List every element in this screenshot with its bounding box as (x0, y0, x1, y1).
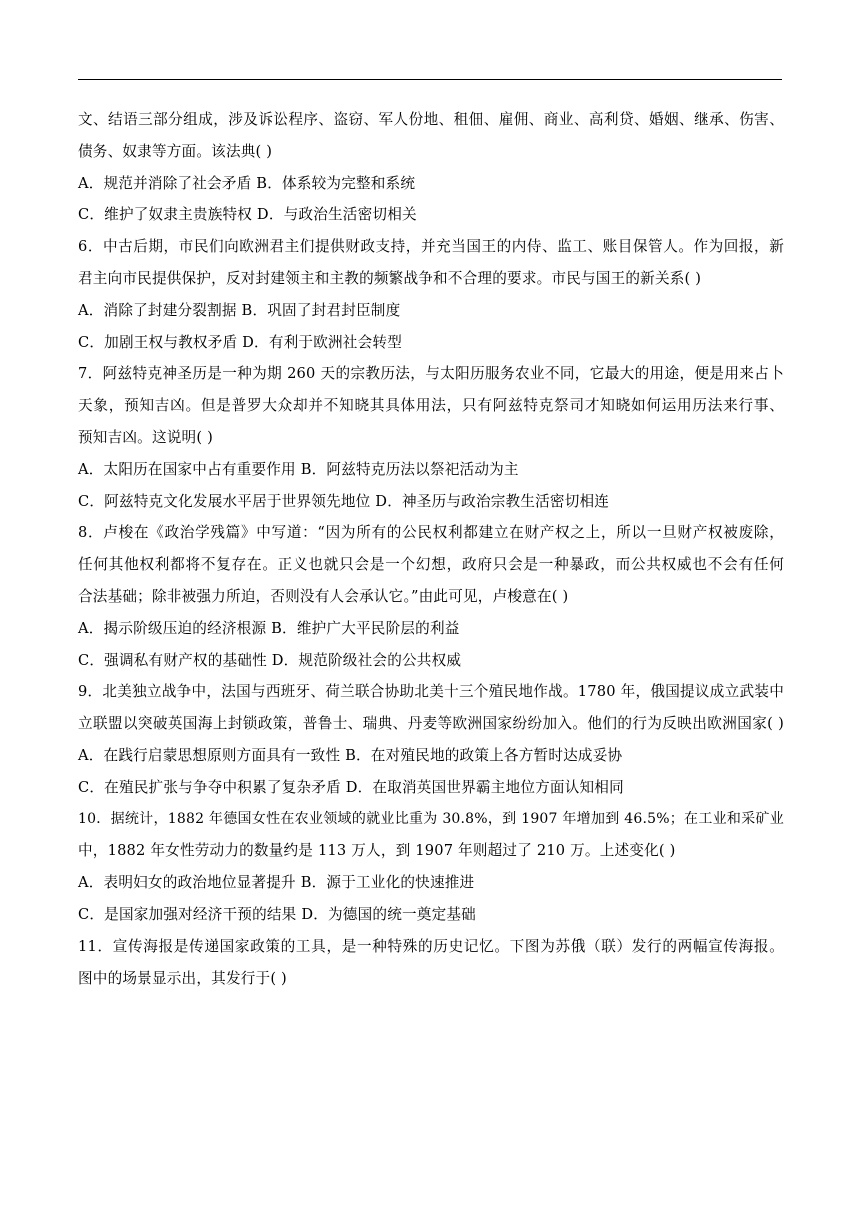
text-line: A．太阳历在国家中占有重要作用 B．阿兹特克历法以祭祀活动为主 (78, 460, 519, 478)
text-line: 11．宣传海报是传递国家政策的工具，是一种特殊的历史记忆。下图为苏俄（联）发行的两幅宣传海报。 (78, 937, 784, 955)
text-line: C．加剧王权与教权矛盾 D．有利于欧洲社会转型 (78, 333, 402, 351)
text-line: 6．中古后期，市民们向欧洲君主们提供财政支持，并充当国王的内侍、监工、账目保管人。作为回报，新 (78, 238, 784, 256)
text-line: 债务、奴隶等方面。该法典( ) (78, 142, 273, 160)
text-line: A．揭示阶级压迫的经济根源 B．维护广大平民阶层的利益 (78, 619, 460, 637)
header-rule (78, 79, 782, 80)
text-line: A．在践行启蒙思想原则方面具有一致性 B．在对殖民地的政策上各方暂时达成妥协 (78, 746, 623, 764)
text-line: 7．阿兹特克神圣历是一种为期 260 天的宗教历法，与太阳历服务农业不同，它最大的用途，便是用来占卜 (78, 365, 784, 383)
text-line: 立联盟以突破英国海上封锁政策，普鲁士、瑞典、丹麦等欧洲国家纷纷加入。他们的行为反映出欧洲国家( ) (78, 715, 784, 733)
text-line: 君主向市民提供保护，反对封建领主和主教的频繁战争和不合理的要求。市民与国王的新关系( ) (78, 269, 702, 287)
text-line: 预知吉凶。这说明( ) (78, 428, 213, 446)
text-line: 任何其他权利都将不复存在。正义也就只会是一个幻想，政府只会是一种暴政，而公共权威也不会有任何 (78, 556, 784, 574)
text-line: C．阿兹特克文化发展水平居于世界领先地位 D．神圣历与政治宗教生活密切相连 (78, 492, 610, 510)
text-line: 8．卢梭在《政治学残篇》中写道：“因为所有的公民权利都建立在财产权之上，所以一旦财产权被废除， (78, 524, 784, 542)
text-line: 天象，预知吉凶。但是普罗大众却并不知晓其具体用法，只有阿兹特克祭司才知晓如何运用历法来行事、 (78, 397, 784, 415)
text-line: 文、结语三部分组成，涉及诉讼程序、盗窃、军人份地、租佃、雇佣、商业、高利贷、婚姻、继承、伤害、 (78, 111, 784, 128)
text-line: A．表明妇女的政治地位显著提升 B．源于工业化的快速推进 (78, 874, 475, 892)
text-line: 10．据统计，1882 年德国女性在农业领域的就业比重为 30.8%，到 1907 年增加到 46.5%；在工业和采矿业 (78, 810, 784, 827)
text-line: C．是国家加强对经济干预的结果 D．为德国的统一奠定基础 (78, 905, 476, 923)
text-line: A．消除了封建分裂割据 B．巩固了封君封臣制度 (78, 301, 401, 319)
text-line: 中，1882 年女性劳动力的数量约是 113 万人，到 1907 年则超过了 210 万。上述变化( ) (78, 842, 676, 860)
text-line: C．维护了奴隶主贵族特权 D．与政治生活密切相关 (78, 206, 417, 224)
text-line: A．规范并消除了社会矛盾 B．体系较为完整和系统 (78, 174, 416, 192)
text-line: C．强调私有财产权的基础性 D．规范阶级社会的公共权威 (78, 651, 462, 669)
document-body (78, 104, 784, 994)
text-line: C．在殖民扩张与争夺中积累了复杂矛盾 D．在取消英国世界霸主地位方面认知相同 (78, 778, 624, 796)
text-line: 图中的场景显示出，其发行于( ) (78, 969, 287, 987)
text-line: 合法基础；除非被强力所迫，否则没有人会承认它。”由此可见，卢梭意在( ) (78, 587, 569, 605)
text-line: 9．北美独立战争中，法国与西班牙、荷兰联合协助北美十三个殖民地作战。1780 年，俄国提议成立武装中 (78, 683, 784, 701)
